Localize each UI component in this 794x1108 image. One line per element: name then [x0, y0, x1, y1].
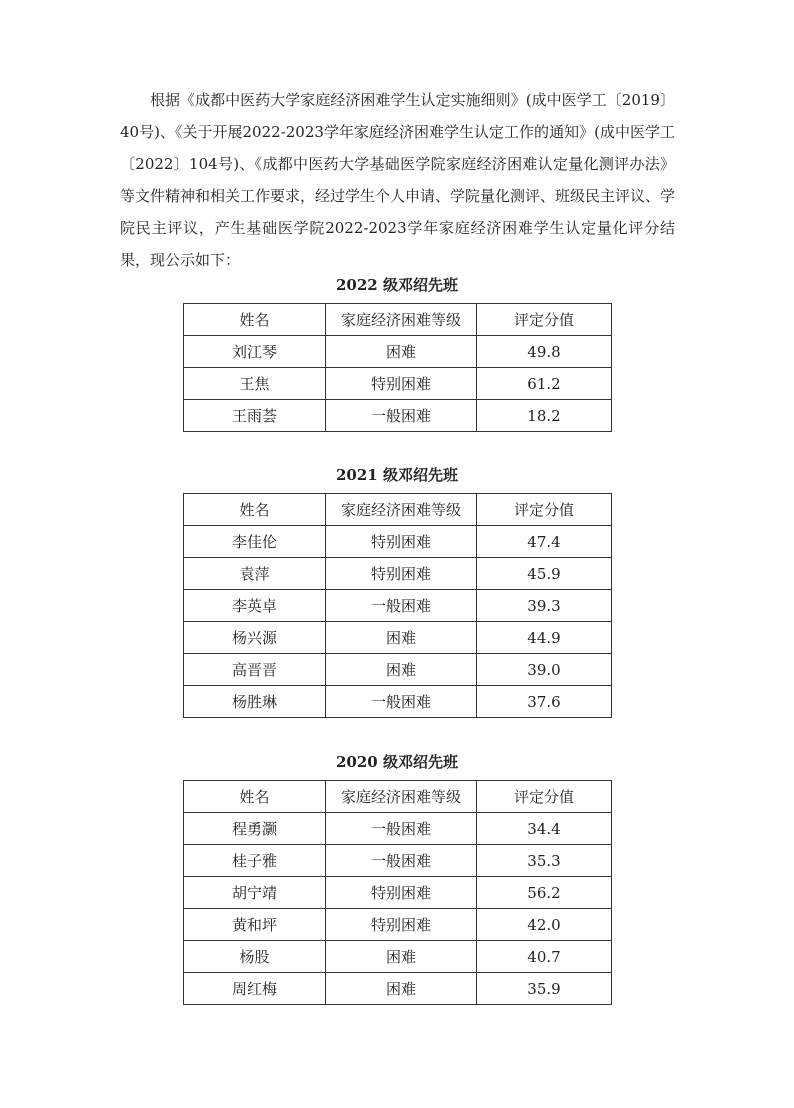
- header-level: 家庭经济困难等级: [326, 781, 477, 813]
- table-row: [184, 400, 612, 432]
- score-value: 35.3: [477, 845, 612, 877]
- header-score: 评定分值: [477, 304, 612, 336]
- difficulty-level: 一般困难: [326, 813, 477, 845]
- student-name: 胡宁靖: [184, 877, 326, 909]
- student-name: 李佳伦: [184, 526, 326, 558]
- header-level: 家庭经济困难等级: [326, 304, 477, 336]
- difficulty-level: 一般困难: [326, 845, 477, 877]
- table-row: [184, 590, 612, 622]
- score-value: 18.2: [477, 400, 612, 432]
- table-row: [184, 877, 612, 909]
- class-section-2022: [183, 273, 611, 432]
- student-name: 程勇灏: [184, 813, 326, 845]
- table-header-row: [184, 781, 612, 813]
- score-value: 35.9: [477, 973, 612, 1005]
- difficulty-level: 困难: [326, 973, 477, 1005]
- student-name: 桂子雅: [184, 845, 326, 877]
- section-title: 2021 级邓绍先班: [336, 466, 458, 484]
- table-row: [184, 909, 612, 941]
- student-name: 李英卓: [184, 590, 326, 622]
- student-name: 周红梅: [184, 973, 326, 1005]
- score-value: 47.4: [477, 526, 612, 558]
- section-title: 2022 级邓绍先班: [336, 276, 458, 294]
- score-value: 44.9: [477, 622, 612, 654]
- header-level: 家庭经济困难等级: [326, 494, 477, 526]
- difficulty-level: 特别困难: [326, 877, 477, 909]
- table-header-row: [184, 494, 612, 526]
- difficulty-level: 特别困难: [326, 368, 477, 400]
- class-section-2020: [183, 750, 611, 1005]
- difficulty-level: 困难: [326, 654, 477, 686]
- difficulty-level: 困难: [326, 622, 477, 654]
- score-table: [183, 303, 612, 432]
- intro-paragraph: 根据《成都中医药大学家庭经济困难学生认定实施细则》(成中医学工〔2019〕40号)、《关于开展2022-2023学年家庭经济困难学生认定工作的通知》(成中医学工〔2022〕104号)、《成都中医药大学基础医学院家庭经济困难认定量化测评办法》等文件精神和相关工作要求，经过学生个人申请、学院量化测评、班级民主评议、学院民主评议，产生基础医学院2022-2023学年家庭经济困难学生认定量化评分结果，现公示如下：: [120, 91, 676, 269]
- table-row: [184, 686, 612, 718]
- difficulty-level: 一般困难: [326, 590, 477, 622]
- student-name: 黄和坪: [184, 909, 326, 941]
- header-name: 姓名: [184, 304, 326, 336]
- student-name: 王焦: [184, 368, 326, 400]
- difficulty-level: 特别困难: [326, 909, 477, 941]
- score-value: 37.6: [477, 686, 612, 718]
- table-row: [184, 526, 612, 558]
- student-name: 杨股: [184, 941, 326, 973]
- score-value: 49.8: [477, 336, 612, 368]
- class-section-2021: [183, 463, 611, 718]
- score-table: [183, 493, 612, 718]
- table-row: [184, 941, 612, 973]
- table-row: [184, 368, 612, 400]
- student-name: 杨兴源: [184, 622, 326, 654]
- table-row: [184, 558, 612, 590]
- score-value: 39.0: [477, 654, 612, 686]
- difficulty-level: 特别困难: [326, 526, 477, 558]
- student-name: 袁萍: [184, 558, 326, 590]
- header-name: 姓名: [184, 494, 326, 526]
- score-value: 45.9: [477, 558, 612, 590]
- header-name: 姓名: [184, 781, 326, 813]
- difficulty-level: 一般困难: [326, 686, 477, 718]
- table-row: [184, 973, 612, 1005]
- table-row: [184, 845, 612, 877]
- student-name: 王雨荟: [184, 400, 326, 432]
- score-value: 42.0: [477, 909, 612, 941]
- score-value: 34.4: [477, 813, 612, 845]
- header-score: 评定分值: [477, 781, 612, 813]
- difficulty-level: 一般困难: [326, 400, 477, 432]
- student-name: 高晋晋: [184, 654, 326, 686]
- table-row: [184, 622, 612, 654]
- score-table: [183, 780, 612, 1005]
- difficulty-level: 困难: [326, 941, 477, 973]
- table-row: [184, 654, 612, 686]
- score-value: 61.2: [477, 368, 612, 400]
- table-row: [184, 336, 612, 368]
- difficulty-level: 困难: [326, 336, 477, 368]
- table-row: [184, 813, 612, 845]
- student-name: 刘江琴: [184, 336, 326, 368]
- section-title: 2020 级邓绍先班: [336, 753, 458, 771]
- score-value: 40.7: [477, 941, 612, 973]
- student-name: 杨胜琳: [184, 686, 326, 718]
- table-header-row: [184, 304, 612, 336]
- header-score: 评定分值: [477, 494, 612, 526]
- score-value: 56.2: [477, 877, 612, 909]
- difficulty-level: 特别困难: [326, 558, 477, 590]
- score-value: 39.3: [477, 590, 612, 622]
